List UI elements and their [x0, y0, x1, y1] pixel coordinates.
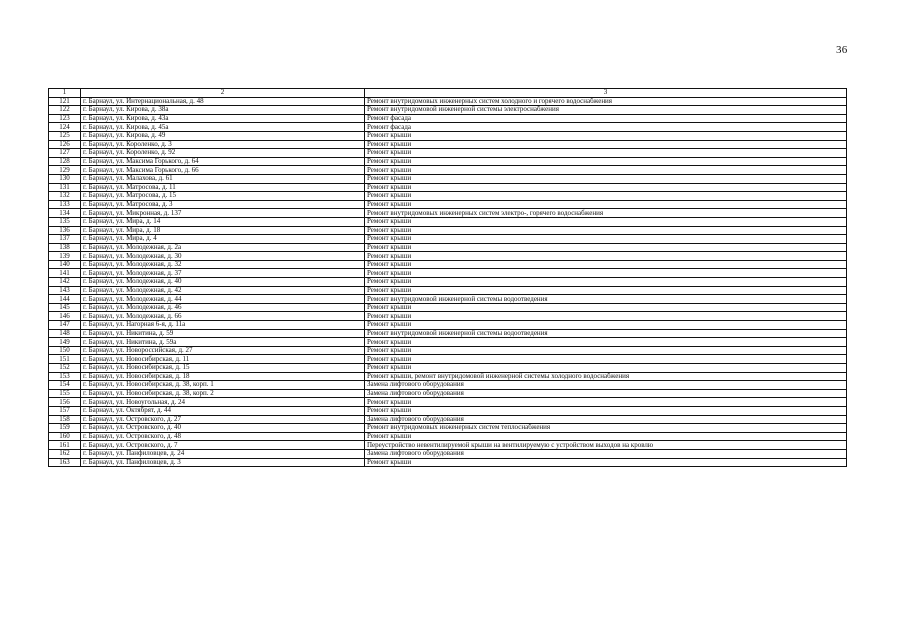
work-type-cell: Ремонт крыши: [365, 183, 847, 192]
address-cell: г. Барнаул, ул. Островского, д. 7: [81, 441, 365, 450]
address-cell: г. Барнаул, ул. Островского, д. 27: [81, 415, 365, 424]
table-row: [49, 157, 847, 166]
row-number: 128: [49, 157, 81, 166]
row-number: 135: [49, 217, 81, 226]
work-type-cell: Ремонт внутридомовой инженерной системы электроснабжения: [365, 106, 847, 115]
table-row: [49, 140, 847, 149]
header-col-3: 3: [365, 89, 847, 98]
table-row: [49, 458, 847, 467]
work-type-cell: Замена лифтового оборудования: [365, 415, 847, 424]
address-cell: г. Барнаул, ул. Короленко, д. 92: [81, 149, 365, 158]
work-type-cell: Ремонт крыши: [365, 200, 847, 209]
work-type-cell: Ремонт крыши: [365, 406, 847, 415]
address-cell: г. Барнаул, ул. Октябрят, д. 44: [81, 406, 365, 415]
work-type-cell: Ремонт крыши: [365, 346, 847, 355]
address-cell: г. Барнаул, ул. Малахова, д. 61: [81, 174, 365, 183]
work-type-cell: Ремонт крыши: [365, 217, 847, 226]
address-cell: г. Барнаул, ул. Кирова, д. 45а: [81, 123, 365, 132]
row-number: 139: [49, 252, 81, 261]
row-number: 125: [49, 131, 81, 140]
work-type-cell: Ремонт фасада: [365, 123, 847, 132]
address-cell: г. Барнаул, ул. Новосибирская, д. 38, корп. 2: [81, 389, 365, 398]
row-number: 129: [49, 166, 81, 175]
work-type-cell: Ремонт внутридомовых инженерных систем электро-, горячего водоснабжения: [365, 209, 847, 218]
table-row: [49, 269, 847, 278]
table-row: [49, 381, 847, 390]
row-number: 163: [49, 458, 81, 467]
row-number: 133: [49, 200, 81, 209]
header-col-1: 1: [49, 89, 81, 98]
row-number: 134: [49, 209, 81, 218]
address-cell: г. Барнаул, ул. Интернациональная, д. 48: [81, 97, 365, 106]
table-row: [49, 209, 847, 218]
row-number: 155: [49, 389, 81, 398]
row-number: 162: [49, 449, 81, 458]
table-row: [49, 406, 847, 415]
work-type-cell: Ремонт крыши: [365, 312, 847, 321]
address-cell: г. Барнаул, ул. Молодежная, д. 32: [81, 260, 365, 269]
table-row: [49, 123, 847, 132]
work-type-cell: Ремонт внутридомовых инженерных систем теплоснабжения: [365, 424, 847, 433]
row-number: 141: [49, 269, 81, 278]
address-cell: г. Барнаул, ул. Молодежная, д. 2а: [81, 243, 365, 252]
row-number: 159: [49, 424, 81, 433]
address-cell: г. Барнаул, ул. Островского, д. 48: [81, 432, 365, 441]
row-number: 146: [49, 312, 81, 321]
address-cell: г. Барнаул, ул. Никитина, д. 59: [81, 329, 365, 338]
address-cell: г. Барнаул, ул. Мира, д. 4: [81, 235, 365, 244]
work-type-cell: Ремонт крыши: [365, 321, 847, 330]
work-type-cell: Замена лифтового оборудования: [365, 389, 847, 398]
address-cell: г. Барнаул, ул. Матросова, д. 11: [81, 183, 365, 192]
row-number: 160: [49, 432, 81, 441]
table-row: [49, 278, 847, 287]
address-cell: г. Барнаул, ул. Новосибирская, д. 11: [81, 355, 365, 364]
row-number: 156: [49, 398, 81, 407]
address-cell: г. Барнаул, ул. Новосибирская, д. 38, корп. 1: [81, 381, 365, 390]
table-row: [49, 424, 847, 433]
table-row: [49, 372, 847, 381]
table-row: [49, 106, 847, 115]
work-type-cell: Ремонт крыши: [365, 260, 847, 269]
row-number: 147: [49, 321, 81, 330]
row-number: 140: [49, 260, 81, 269]
address-cell: г. Барнаул, ул. Новосибирская, д. 15: [81, 364, 365, 373]
page-number: 36: [836, 44, 848, 56]
row-number: 161: [49, 441, 81, 450]
work-type-cell: Ремонт внутридомовых инженерных систем холодного и горячего водоснабжения: [365, 97, 847, 106]
work-type-cell: Переустройство невентилируемой крыши на вентилируемую с устройством выходов на кровлю: [365, 441, 847, 450]
table-row: [49, 449, 847, 458]
address-cell: г. Барнаул, ул. Молодежная, д. 44: [81, 295, 365, 304]
work-type-cell: Ремонт крыши: [365, 432, 847, 441]
address-cell: г. Барнаул, ул. Мира, д. 18: [81, 226, 365, 235]
row-number: 136: [49, 226, 81, 235]
row-number: 148: [49, 329, 81, 338]
repair-table: [48, 88, 847, 467]
row-number: 142: [49, 278, 81, 287]
address-cell: г. Барнаул, ул. Короленко, д. 3: [81, 140, 365, 149]
address-cell: г. Барнаул, ул. Молодежная, д. 42: [81, 286, 365, 295]
address-cell: г. Барнаул, ул. Панфиловцев, д. 24: [81, 449, 365, 458]
row-number: 130: [49, 174, 81, 183]
work-type-cell: Ремонт крыши: [365, 303, 847, 312]
table-row: [49, 97, 847, 106]
table-row: [49, 192, 847, 201]
work-type-cell: Ремонт крыши: [365, 278, 847, 287]
row-number: 153: [49, 372, 81, 381]
row-number: 152: [49, 364, 81, 373]
header-col-2: 2: [81, 89, 365, 98]
table-row: [49, 149, 847, 158]
table-row: [49, 226, 847, 235]
work-type-cell: Ремонт крыши: [365, 364, 847, 373]
work-type-cell: Ремонт крыши: [365, 269, 847, 278]
table-row: [49, 200, 847, 209]
work-type-cell: Ремонт крыши: [365, 243, 847, 252]
table-row: [49, 321, 847, 330]
work-type-cell: Ремонт крыши: [365, 157, 847, 166]
address-cell: г. Барнаул, ул. Молодежная, д. 66: [81, 312, 365, 321]
work-type-cell: Ремонт крыши: [365, 149, 847, 158]
work-type-cell: Ремонт крыши: [365, 398, 847, 407]
work-type-cell: Ремонт внутридомовой инженерной системы водоотведения: [365, 295, 847, 304]
address-cell: г. Барнаул, ул. Матросова, д. 3: [81, 200, 365, 209]
address-cell: г. Барнаул, ул. Максима Горького, д. 66: [81, 166, 365, 175]
address-cell: г. Барнаул, ул. Новосибирская, д. 18: [81, 372, 365, 381]
address-cell: г. Барнаул, ул. Молодежная, д. 30: [81, 252, 365, 261]
table-row: [49, 441, 847, 450]
table-row: [49, 252, 847, 261]
table-row: [49, 303, 847, 312]
row-number: 132: [49, 192, 81, 201]
address-cell: г. Барнаул, ул. Островского, д. 40: [81, 424, 365, 433]
table-row: [49, 183, 847, 192]
table-row: [49, 295, 847, 304]
table-row: [49, 338, 847, 347]
row-number: 123: [49, 114, 81, 123]
row-number: 138: [49, 243, 81, 252]
row-number: 121: [49, 97, 81, 106]
work-type-cell: Ремонт крыши: [365, 235, 847, 244]
table-row: [49, 364, 847, 373]
table-row: [49, 166, 847, 175]
table-row: [49, 346, 847, 355]
work-type-cell: Ремонт крыши: [365, 140, 847, 149]
row-number: 144: [49, 295, 81, 304]
address-cell: г. Барнаул, ул. Новоугольная, д. 24: [81, 398, 365, 407]
row-number: 126: [49, 140, 81, 149]
address-cell: г. Барнаул, ул. Мира, д. 14: [81, 217, 365, 226]
table-row: [49, 389, 847, 398]
row-number: 124: [49, 123, 81, 132]
work-type-cell: Ремонт крыши, ремонт внутридомовой инженерной системы холодного водоснабжения: [365, 372, 847, 381]
table-row: [49, 235, 847, 244]
table-row: [49, 286, 847, 295]
work-type-cell: Ремонт крыши: [365, 252, 847, 261]
row-number: 143: [49, 286, 81, 295]
address-cell: г. Барнаул, ул. Панфиловцев, д. 3: [81, 458, 365, 467]
table-row: [49, 415, 847, 424]
row-number: 127: [49, 149, 81, 158]
row-number: 137: [49, 235, 81, 244]
work-type-cell: Ремонт крыши: [365, 131, 847, 140]
work-type-cell: Ремонт крыши: [365, 355, 847, 364]
address-cell: г. Барнаул, ул. Молодежная, д. 37: [81, 269, 365, 278]
table-row: [49, 217, 847, 226]
work-type-cell: Ремонт фасада: [365, 114, 847, 123]
row-number: 122: [49, 106, 81, 115]
work-type-cell: Ремонт крыши: [365, 458, 847, 467]
row-number: 158: [49, 415, 81, 424]
row-number: 157: [49, 406, 81, 415]
table-row: [49, 131, 847, 140]
work-type-cell: Замена лифтового оборудования: [365, 449, 847, 458]
table-row: [49, 355, 847, 364]
row-number: 151: [49, 355, 81, 364]
table-row: [49, 329, 847, 338]
work-type-cell: Ремонт крыши: [365, 166, 847, 175]
address-cell: г. Барнаул, ул. Кирова, д. 49: [81, 131, 365, 140]
work-type-cell: Ремонт крыши: [365, 286, 847, 295]
table-row: [49, 260, 847, 269]
address-cell: г. Барнаул, ул. Матросова, д. 15: [81, 192, 365, 201]
work-type-cell: Ремонт крыши: [365, 226, 847, 235]
row-number: 131: [49, 183, 81, 192]
address-cell: г. Барнаул, ул. Микронная, д. 137: [81, 209, 365, 218]
table-body: [49, 89, 847, 467]
row-number: 145: [49, 303, 81, 312]
address-cell: г. Барнаул, ул. Новороссийская, д. 27: [81, 346, 365, 355]
work-type-cell: Ремонт крыши: [365, 192, 847, 201]
row-number: 149: [49, 338, 81, 347]
table-row: [49, 243, 847, 252]
address-cell: г. Барнаул, ул. Никитина, д. 59а: [81, 338, 365, 347]
table-row: [49, 312, 847, 321]
table-row: [49, 398, 847, 407]
table-row: [49, 432, 847, 441]
address-cell: г. Барнаул, ул. Молодежная, д. 46: [81, 303, 365, 312]
work-type-cell: Ремонт крыши: [365, 338, 847, 347]
work-type-cell: Ремонт внутридомовой инженерной системы водоотведения: [365, 329, 847, 338]
address-cell: г. Барнаул, ул. Кирова, д. 38а: [81, 106, 365, 115]
table-row: [49, 174, 847, 183]
work-type-cell: Замена лифтового оборудования: [365, 381, 847, 390]
address-cell: г. Барнаул, ул. Кирова, д. 43а: [81, 114, 365, 123]
address-cell: г. Барнаул, ул. Молодежная, д. 40: [81, 278, 365, 287]
work-type-cell: Ремонт крыши: [365, 174, 847, 183]
address-cell: г. Барнаул, ул. Нагорная 6-я, д. 11а: [81, 321, 365, 330]
table-header-row: [49, 89, 847, 98]
row-number: 150: [49, 346, 81, 355]
address-cell: г. Барнаул, ул. Максима Горького, д. 64: [81, 157, 365, 166]
table-row: [49, 114, 847, 123]
row-number: 154: [49, 381, 81, 390]
